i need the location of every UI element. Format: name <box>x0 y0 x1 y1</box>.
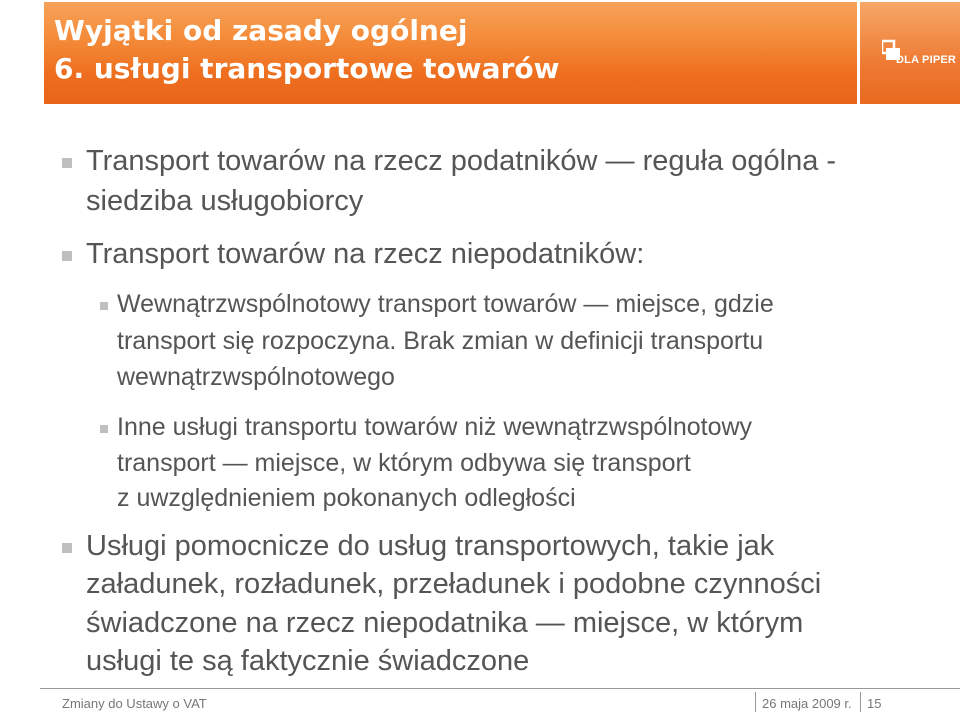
sub-bullet-b-line-1: Inne usługi transportu towarów niż wewnątrzwspólnotowy <box>117 413 753 441</box>
sub-bullet-icon <box>100 302 108 310</box>
bullet-1-line-1: Transport towarów na rzecz podatników — reguła ogólna - <box>86 145 837 177</box>
footer-separator <box>755 692 756 712</box>
bullet-3-line-3: świadczone na rzecz niepodatnika — miejsce, w którym <box>86 607 804 639</box>
slide-footer <box>0 688 960 716</box>
title-line-1: Wyjątki od zasady ogólnej <box>54 14 468 47</box>
bullet-icon <box>62 543 72 553</box>
bullet-3-line-2: załadunek, rozładunek, przeładunek i podobne czynności <box>86 568 822 600</box>
sub-bullet-a-line-1: Wewnątrzwspólnotowy transport towarów — miejsce, gdzie <box>117 290 774 318</box>
bullet-1-line-2: siedziba usługobiorcy <box>86 185 364 217</box>
page-number: 15 <box>867 696 882 711</box>
sub-bullet-icon <box>100 425 108 433</box>
logo-text: DLA PIPER <box>896 54 957 66</box>
bullet-icon <box>62 158 72 168</box>
sub-bullet-b-line-3: z uwzględnieniem pokonanych odległości <box>117 484 576 512</box>
sub-bullet-b-line-2: transport — miejsce, w którym odbywa się transport <box>117 449 691 477</box>
sub-bullet-a-line-3: wewnątrzwspólnotowego <box>117 363 395 391</box>
title-line-2: 6. usługi transportowe towarów <box>54 52 560 85</box>
bullet-3-line-1: Usługi pomocnicze do usług transportowych, takie jak <box>86 530 775 562</box>
footer-separator <box>860 692 861 712</box>
bullet-2-line-1: Transport towarów na rzecz niepodatników: <box>86 238 645 270</box>
bullet-icon <box>62 251 72 261</box>
footer-divider <box>40 688 960 689</box>
footer-date: 26 maja 2009 r. <box>762 696 852 711</box>
sub-bullet-a-line-2: transport się rozpoczyna. Brak zmian w definicji transportu <box>117 327 764 355</box>
footer-title: Zmiany do Ustawy o VAT <box>62 696 207 711</box>
bullet-3-line-4: usługi te są faktycznie świadczone <box>86 645 530 677</box>
